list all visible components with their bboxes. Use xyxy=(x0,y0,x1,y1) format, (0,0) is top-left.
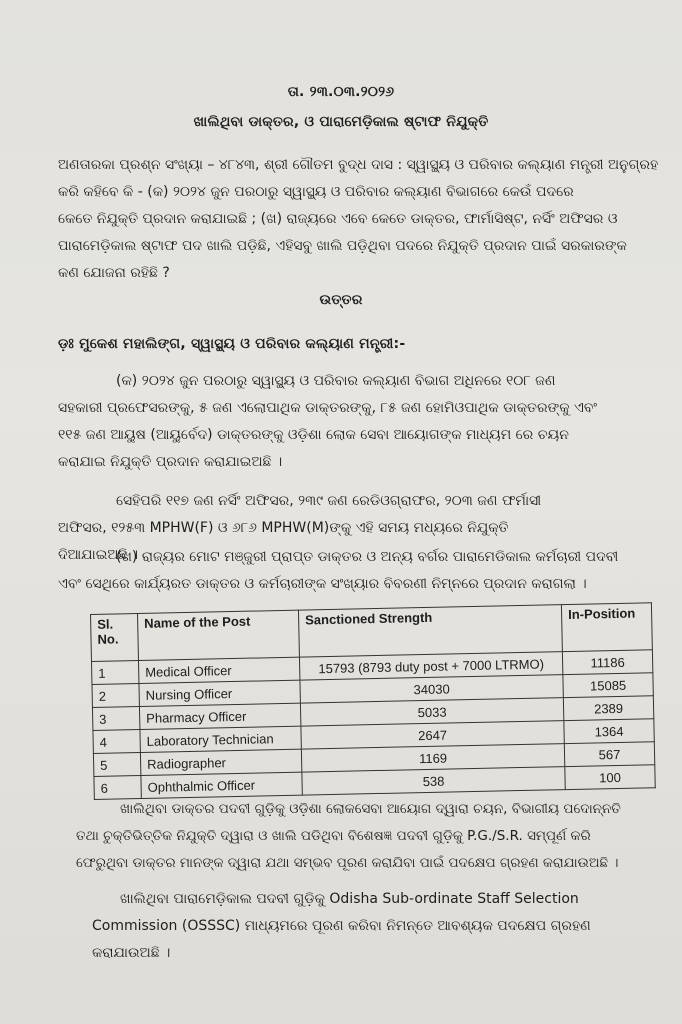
closing-2-line: ଖାଲିଥିବା ପାରାମେଡ଼ିକାଲ ପଦବୀ ଗୁଡ଼ିକୁ Odisha Sub-ordinate Staff Selection xyxy=(120,891,579,907)
cell-in-position: 2389 xyxy=(563,696,653,721)
cell-post-name: Radiographer xyxy=(140,749,301,775)
document-title: ଖାଲିଥିବା ଡାକ୍ତର, ଓ ପାରାମେଡ଼ିକାଲ ଷ୍ଟାଫ ନିଯୁକ୍ତି xyxy=(193,114,489,130)
answer-b-line: (ଖ) ରାଜ୍ୟର ମୋଟ ମଞ୍ଜୁରୀ ପ୍ରାପ୍ତ ଡାକ୍ତର ଓ ଅନ୍ୟ ବର୍ଗର ପାରାମେଡିକାଲ କର୍ମଚାରୀ ପଦବୀ xyxy=(116,549,619,565)
answer-a-line: ସହକାରୀ ପ୍ରଫେସରଙ୍କୁ, ୫ ଜଣ ଏଲୋପାଥିକ ଡାକ୍ତରଙ୍କୁ, ୮୫ ଜଣ ହୋମିଓପାଥିକ ଡାକ୍ତରଙ୍କୁ ଏବଂ xyxy=(58,400,598,416)
column-header-post-name: Name of the Post xyxy=(138,610,300,660)
answer-a-block xyxy=(58,368,597,476)
cell-in-position: 11186 xyxy=(562,650,652,675)
question-line: କେତେ ନିଯୁକ୍ତି ପ୍ରଦାନ କରାଯାଇଛି ; (ଖ) ରାଜ୍ୟରେ ଏବେ କେତେ ଡାକ୍ତର, ଫାର୍ମାସିଷ୍ଟ, ନର୍ସିଂ ଅଫିସର ଓ xyxy=(58,211,618,227)
answer-b-line: ଏବଂ ସେଥିରେ କାର୍ଯ୍ୟରତ ଡାକ୍ତର ଓ କର୍ମଚାରୀଙ୍କ ସଂଖ୍ୟାର ବିବରଣୀ ନିମ୍ନରେ ପ୍ରଦାନ କରାଗଲା । xyxy=(58,576,587,592)
cell-sanctioned: 15793 (8793 duty post + 7000 LTRMO) xyxy=(299,652,562,681)
cell-post-name: Laboratory Technician xyxy=(140,726,301,752)
answer-heading: ଉତ୍ତର xyxy=(319,292,363,308)
cell-sanctioned: 5033 xyxy=(300,698,563,727)
closing-1-line: ତଥା ଚୁକ୍ତିଭିତ୍ତିକ ନିଯୁକ୍ତି ଦ୍ୱାରା ଓ ଖାଲି ପଡିଥିବା ବିଶେଷଜ୍ଞ ପଦବୀ ଗୁଡ଼ିକୁ P.G./S.R. ସମ୍ପୂର୍ଣ କରି xyxy=(76,828,591,844)
posts-table xyxy=(90,602,656,800)
column-header-sanctioned: Sanctioned Strength xyxy=(298,605,562,657)
cell-sl-no: 6 xyxy=(94,775,141,799)
answer-a-line: ୧୧୫ ଜଣ ଆୟୁଷ (ଆୟୁର୍ବେଦ) ଡାକ୍ତରଙ୍କୁ ଓଡ଼ିଶା ଲୋକ ସେବା ଆୟୋଗଙ୍କ ମାଧ୍ୟମ ରେ ଚୟନ xyxy=(58,427,569,443)
answer-a2-line: ଅଫିସର, ୧୨୫୩ MPHW(F) ଓ ୬୮୬ MPHW(M)ଙ୍କୁ ଏହି ସମୟ ମଧ୍ୟରେ ନିଯୁକ୍ତି xyxy=(58,520,509,536)
minister-name: ଡ଼ଃ ମୁକେଶ ମହାଲିଙ୍ଗ, ସ୍ୱାସ୍ଥ୍ୟ ଓ ପରିବାର କଲ୍ୟାଣ ମନ୍ତ୍ରୀ:- xyxy=(58,336,406,352)
closing-1-line: ଫେରୁଥିବା ଡାକ୍ତର ମାନଙ୍କ ଦ୍ୱାରା ଯଥା ସମ୍ଭବ ପୂରଣ କରାଯିବା ପାଇଁ ପଦକ୍ଷେପ ଗ୍ରହଣ କରାଯାଉଅଛି । xyxy=(76,855,619,871)
question-block xyxy=(58,152,658,287)
question-line: ଅଣତାରକା ପ୍ରଶ୍ନ ସଂଖ୍ୟା – ୪୮୪୩, ଶ୍ରୀ ଗୌତମ ବୁଦ୍ଧ ଦାସ : ସ୍ୱାସ୍ଥ୍ୟ ଓ ପରିବାର କଲ୍ୟାଣ ମନ୍ତ୍ରୀ ଅନୁଗ୍ରହ xyxy=(58,157,659,173)
question-line: କଣ ଯୋଜନା ରହିଛି ? xyxy=(58,265,170,281)
column-header-in-position: In-Position xyxy=(561,603,652,652)
cell-in-position: 567 xyxy=(564,742,654,767)
cell-post-name: Medical Officer xyxy=(138,657,299,683)
closing-paragraph-1 xyxy=(76,796,621,877)
answer-a2-line: ସେହିପରି ୧୧୭ ଜଣ ନର୍ସିଂ ଅଫିସର, ୨୩୯ ଜଣ ରେଡିଓଗ୍ରାଫର, ୨୦୩ ଜଣ ଫର୍ମାସୀ xyxy=(116,493,542,509)
cell-sanctioned: 1169 xyxy=(301,744,564,773)
cell-sl-no: 2 xyxy=(92,683,139,707)
cell-post-name: Nursing Officer xyxy=(139,680,300,706)
answer-a-line: କରାଯାଇ ନିଯୁକ୍ତି ପ୍ରଦାନ କରାଯାଇଅଛି । xyxy=(58,454,283,470)
cell-sanctioned: 538 xyxy=(302,767,565,796)
cell-in-position: 1364 xyxy=(564,719,654,744)
cell-post-name: Pharmacy Officer xyxy=(139,703,300,729)
cell-sanctioned: 34030 xyxy=(300,675,563,704)
closing-2-line: କରାଯାଉଅଛି । xyxy=(92,945,171,961)
cell-sl-no: 5 xyxy=(93,752,140,776)
cell-sanctioned: 2647 xyxy=(301,721,564,750)
cell-post-name: Ophthalmic Officer xyxy=(141,772,302,798)
cell-sl-no: 4 xyxy=(93,729,140,753)
answer-a-line: (କ) ୨୦୨୪ ଜୁନ ପରଠାରୁ ସ୍ୱାସ୍ଥ୍ୟ ଓ ପରିବାର କଲ୍ୟାଣ ବିଭାଗ ଅଧିନରେ ୧୦୮ ଜଣ xyxy=(116,373,556,389)
question-line: ପାରାମେଡ଼ିକାଲ ଷ୍ଟାଫ ପଦ ଖାଲି ପଡ଼ିଛି, ଏହିସବୁ ଖାଲି ପଡ଼ିଥିବା ପଦରେ ନିଯୁକ୍ତି ପ୍ରଦାନ ପାଇଁ ସରକାରଙ୍କ xyxy=(58,238,627,254)
document-date: ତା. ୨୩.୦୩.୨୦୨୬ xyxy=(287,84,395,100)
closing-2-line: Commission (OSSSC) ମାଧ୍ୟମରେ ପୂରଣ କରିବା ନିମନ୍ତେ ଆବଶ୍ୟକ ପଦକ୍ଷେପ ଗ୍ରହଣ xyxy=(92,918,591,934)
cell-in-position: 100 xyxy=(565,765,655,790)
column-header-sl-no: Sl. No. xyxy=(91,614,139,662)
cell-sl-no: 3 xyxy=(92,706,139,730)
question-line: କରି କହିବେ କି - (କ) ୨୦୨୪ ଜୁନ ପରଠାରୁ ସ୍ୱାସ୍ଥ୍ୟ ଓ ପରିବାର କଲ୍ୟାଣ ବିଭାଗରେ କେଉଁ ପଦରେ xyxy=(58,184,574,200)
closing-1-line: ଖାଲିଥିବା ଡାକ୍ତର ପଦବୀ ଗୁଡ଼ିକୁ ଓଡ଼ିଶା ଲୋକସେବା ଆୟୋଗ ଦ୍ୱାରା ଚୟନ, ବିଭାଗୀୟ ପଦୋନ୍ନତି xyxy=(120,801,621,817)
closing-paragraph-2 xyxy=(92,886,591,967)
answer-b-block xyxy=(58,544,618,598)
answer-a2-line: ଦିଆଯାଇଅଛି । xyxy=(58,547,139,563)
cell-in-position: 15085 xyxy=(563,673,653,698)
cell-sl-no: 1 xyxy=(91,660,138,684)
